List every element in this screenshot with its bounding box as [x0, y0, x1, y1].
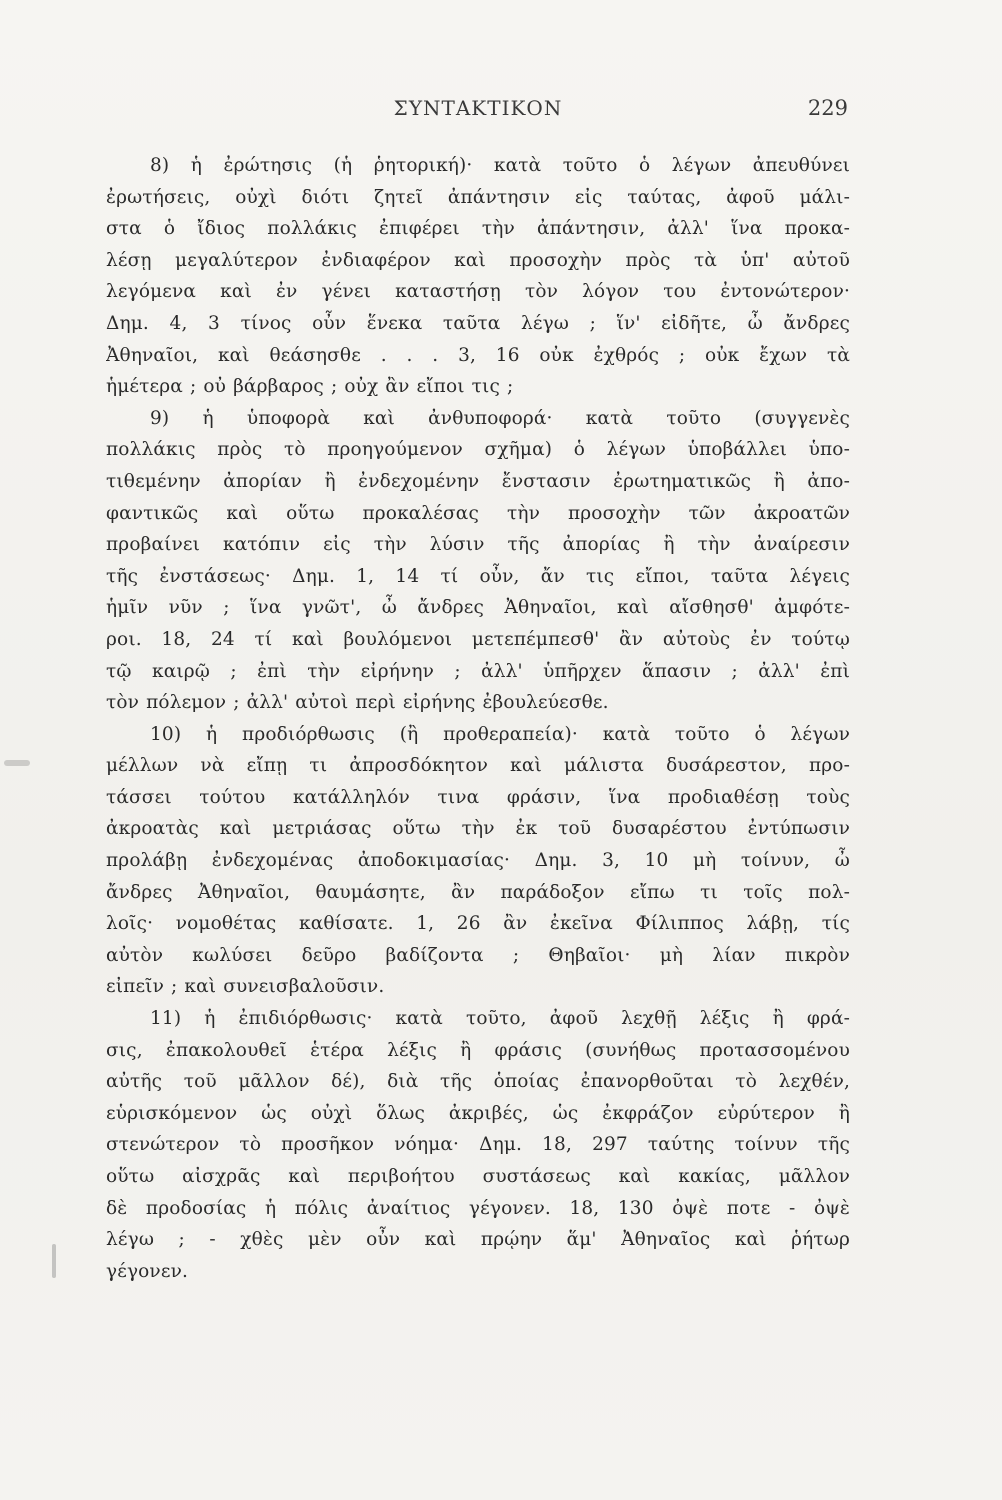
margin-mark [52, 1244, 56, 1278]
text-line: φαντικῶς καὶ οὕτω προκαλέσας τὴν προσοχὴν τῶν ἀκροατῶν [106, 502, 850, 524]
page-header [108, 96, 848, 126]
text-line: ἀκροατὰς καὶ μετριάσας οὕτω τὴν ἐκ τοῦ δυσαρέστου ἐντύπωσιν [106, 818, 850, 840]
text-body [106, 150, 850, 1287]
text-line: λέσῃ μεγαλύτερον ἐνδιαφέρον καὶ προσοχὴν πρὸς τὰ ὑπ' αὐτοῦ [106, 249, 850, 271]
text-line: ἡμέτερα ; οὐ βάρβαρος ; οὐχ ἂν εἴποι τις ; [106, 376, 514, 398]
text-line: αὐτῆς τοῦ μᾶλλον δέ), διὰ τῆς ὁποίας ἐπανορθοῦται τὸ λεχθέν, [106, 1071, 850, 1093]
text-line: Δημ. 4, 3 τίνος οὖν ἕνεκα ταῦτα λέγω ; ἵν' εἰδῆτε, ὦ ἄνδρες [106, 312, 850, 334]
text-line: προβαίνει κατόπιν εἰς τὴν λύσιν τῆς ἀπορίας ἢ τὴν ἀναίρεσιν [106, 534, 850, 556]
text-line: λέγω ; - χθὲς μὲν οὖν καὶ πρῴην ἅμ' Ἀθηναῖος καὶ ῥήτωρ [106, 1229, 850, 1251]
text-line: στενώτερον τὸ προσῆκον νόημα· Δημ. 18, 297 ταύτης τοίνυν τῆς [106, 1134, 850, 1156]
text-line: λοῖς· νομοθέτας καθίσατε. 1, 26 ἂν ἐκεῖνα Φίλιππος λάβῃ, τίς [106, 913, 850, 935]
text-line: ροι. 18, 24 τί καὶ βουλόμενοι μετεπέμπεσθ' ἂν αὐτοὺς ἐν τούτῳ [106, 628, 850, 650]
text-line: ἡμῖν νῦν ; ἵνα γνῶτ', ὦ ἄνδρες Ἀθηναῖοι, καὶ αἴσθησθ' ἀμφότε- [106, 597, 850, 619]
text-line: εὑρισκόμενον ὡς οὐχὶ ὅλως ἀκριβές, ὡς ἐκφράζον εὐρύτερον ἢ [106, 1102, 850, 1124]
text-line: λεγόμενα καὶ ἐν γένει καταστήσῃ τὸν λόγον του ἐντονώτερον· [106, 281, 850, 303]
text-line: τῆς ἐνστάσεως· Δημ. 1, 14 τί οὖν, ἄν τις εἴποι, ταῦτα λέγεις [106, 565, 850, 587]
text-line: ἄνδρες Ἀθηναῖοι, θαυμάσητε, ἂν παράδοξον εἴπω τι τοῖς πολ- [106, 881, 850, 903]
text-line: αὐτὸν κωλύσει δεῦρο βαδίζοντα ; Θηβαῖοι· μὴ λίαν πικρὸν [106, 944, 850, 966]
margin-mark [4, 760, 30, 766]
text-line: τάσσει τούτου κατάλληλόν τινα φράσιν, ἵνα προδιαθέσῃ τοὺς [106, 786, 850, 808]
text-line: προλάβῃ ἐνδεχομένας ἀποδοκιμασίας· Δημ. 3, 10 μὴ τοίνυν, ὦ [106, 850, 850, 872]
text-line: οὕτω αἰσχρᾶς καὶ περιβοήτου συστάσεως καὶ κακίας, μᾶλλον [106, 1166, 850, 1187]
text-line: γέγονεν. [106, 1260, 188, 1282]
text-line: δὲ προδοσίας ἡ πόλις ἀναίτιος γέγονεν. 18, 130 ὀψὲ ποτε - ὀψὲ [106, 1197, 850, 1219]
running-head: ΣΥΝΤΑΚΤΙΚΟΝ [393, 96, 563, 120]
text-line: πολλάκις πρὸς τὸ προηγούμενον σχῆμα) ὁ λέγων ὑποβάλλει ὑπο- [106, 439, 850, 461]
text-line: σις, ἐπακολουθεῖ ἑτέρα λέξις ἢ φράσις (συνήθως προτασσομένου [106, 1039, 850, 1061]
page-number: 229 [807, 96, 848, 120]
text-line: εἰπεῖν ; καὶ συνεισβαλοῦσιν. [106, 976, 385, 998]
text-line: ἐρωτήσεις, οὐχὶ διότι ζητεῖ ἀπάντησιν εἰς ταύτας, ἀφοῦ μάλι- [106, 186, 850, 208]
text-line: 10) ἡ προδιόρθωσις (ἢ προθεραπεία)· κατὰ τοῦτο ὁ λέγων [150, 723, 850, 745]
text-line: τιθεμένην ἀπορίαν ἢ ἐνδεχομένην ἔνστασιν ἐρωτηματικῶς ἢ ἀπο- [106, 470, 850, 492]
text-line: τῷ καιρῷ ; ἐπὶ τὴν εἰρήνην ; ἀλλ' ὑπῆρχεν ἅπασιν ; ἀλλ' ἐπὶ [106, 660, 850, 682]
text-line: τὸν πόλεμον ; ἀλλ' αὐτοὶ περὶ εἰρήνης ἐβουλεύεσθε. [106, 692, 609, 714]
text-line: 8) ἡ ἐρώτησις (ἡ ῥητορική)· κατὰ τοῦτο ὁ λέγων ἀπευθύνει [150, 155, 850, 176]
text-line: στα ὁ ἴδιος πολλάκις ἐπιφέρει τὴν ἀπάντησιν, ἀλλ' ἵνα προκα- [106, 218, 850, 240]
text-line: 9) ἡ ὑποφορὰ καὶ ἀνθυποφορά· κατὰ τοῦτο (συγγενὲς [150, 407, 850, 429]
text-line: μέλλων νὰ εἴπῃ τι ἀπροσδόκητον καὶ μάλιστα δυσάρεστον, προ- [106, 755, 850, 777]
text-line: Ἀθηναῖοι, καὶ θεάσησθε . . . 3, 16 οὐκ ἐχθρός ; οὐκ ἔχων τὰ [106, 344, 850, 366]
text-line: 11) ἡ ἐπιδιόρθωσις· κατὰ τοῦτο, ἀφοῦ λεχθῇ λέξις ἢ φρά- [150, 1008, 850, 1030]
